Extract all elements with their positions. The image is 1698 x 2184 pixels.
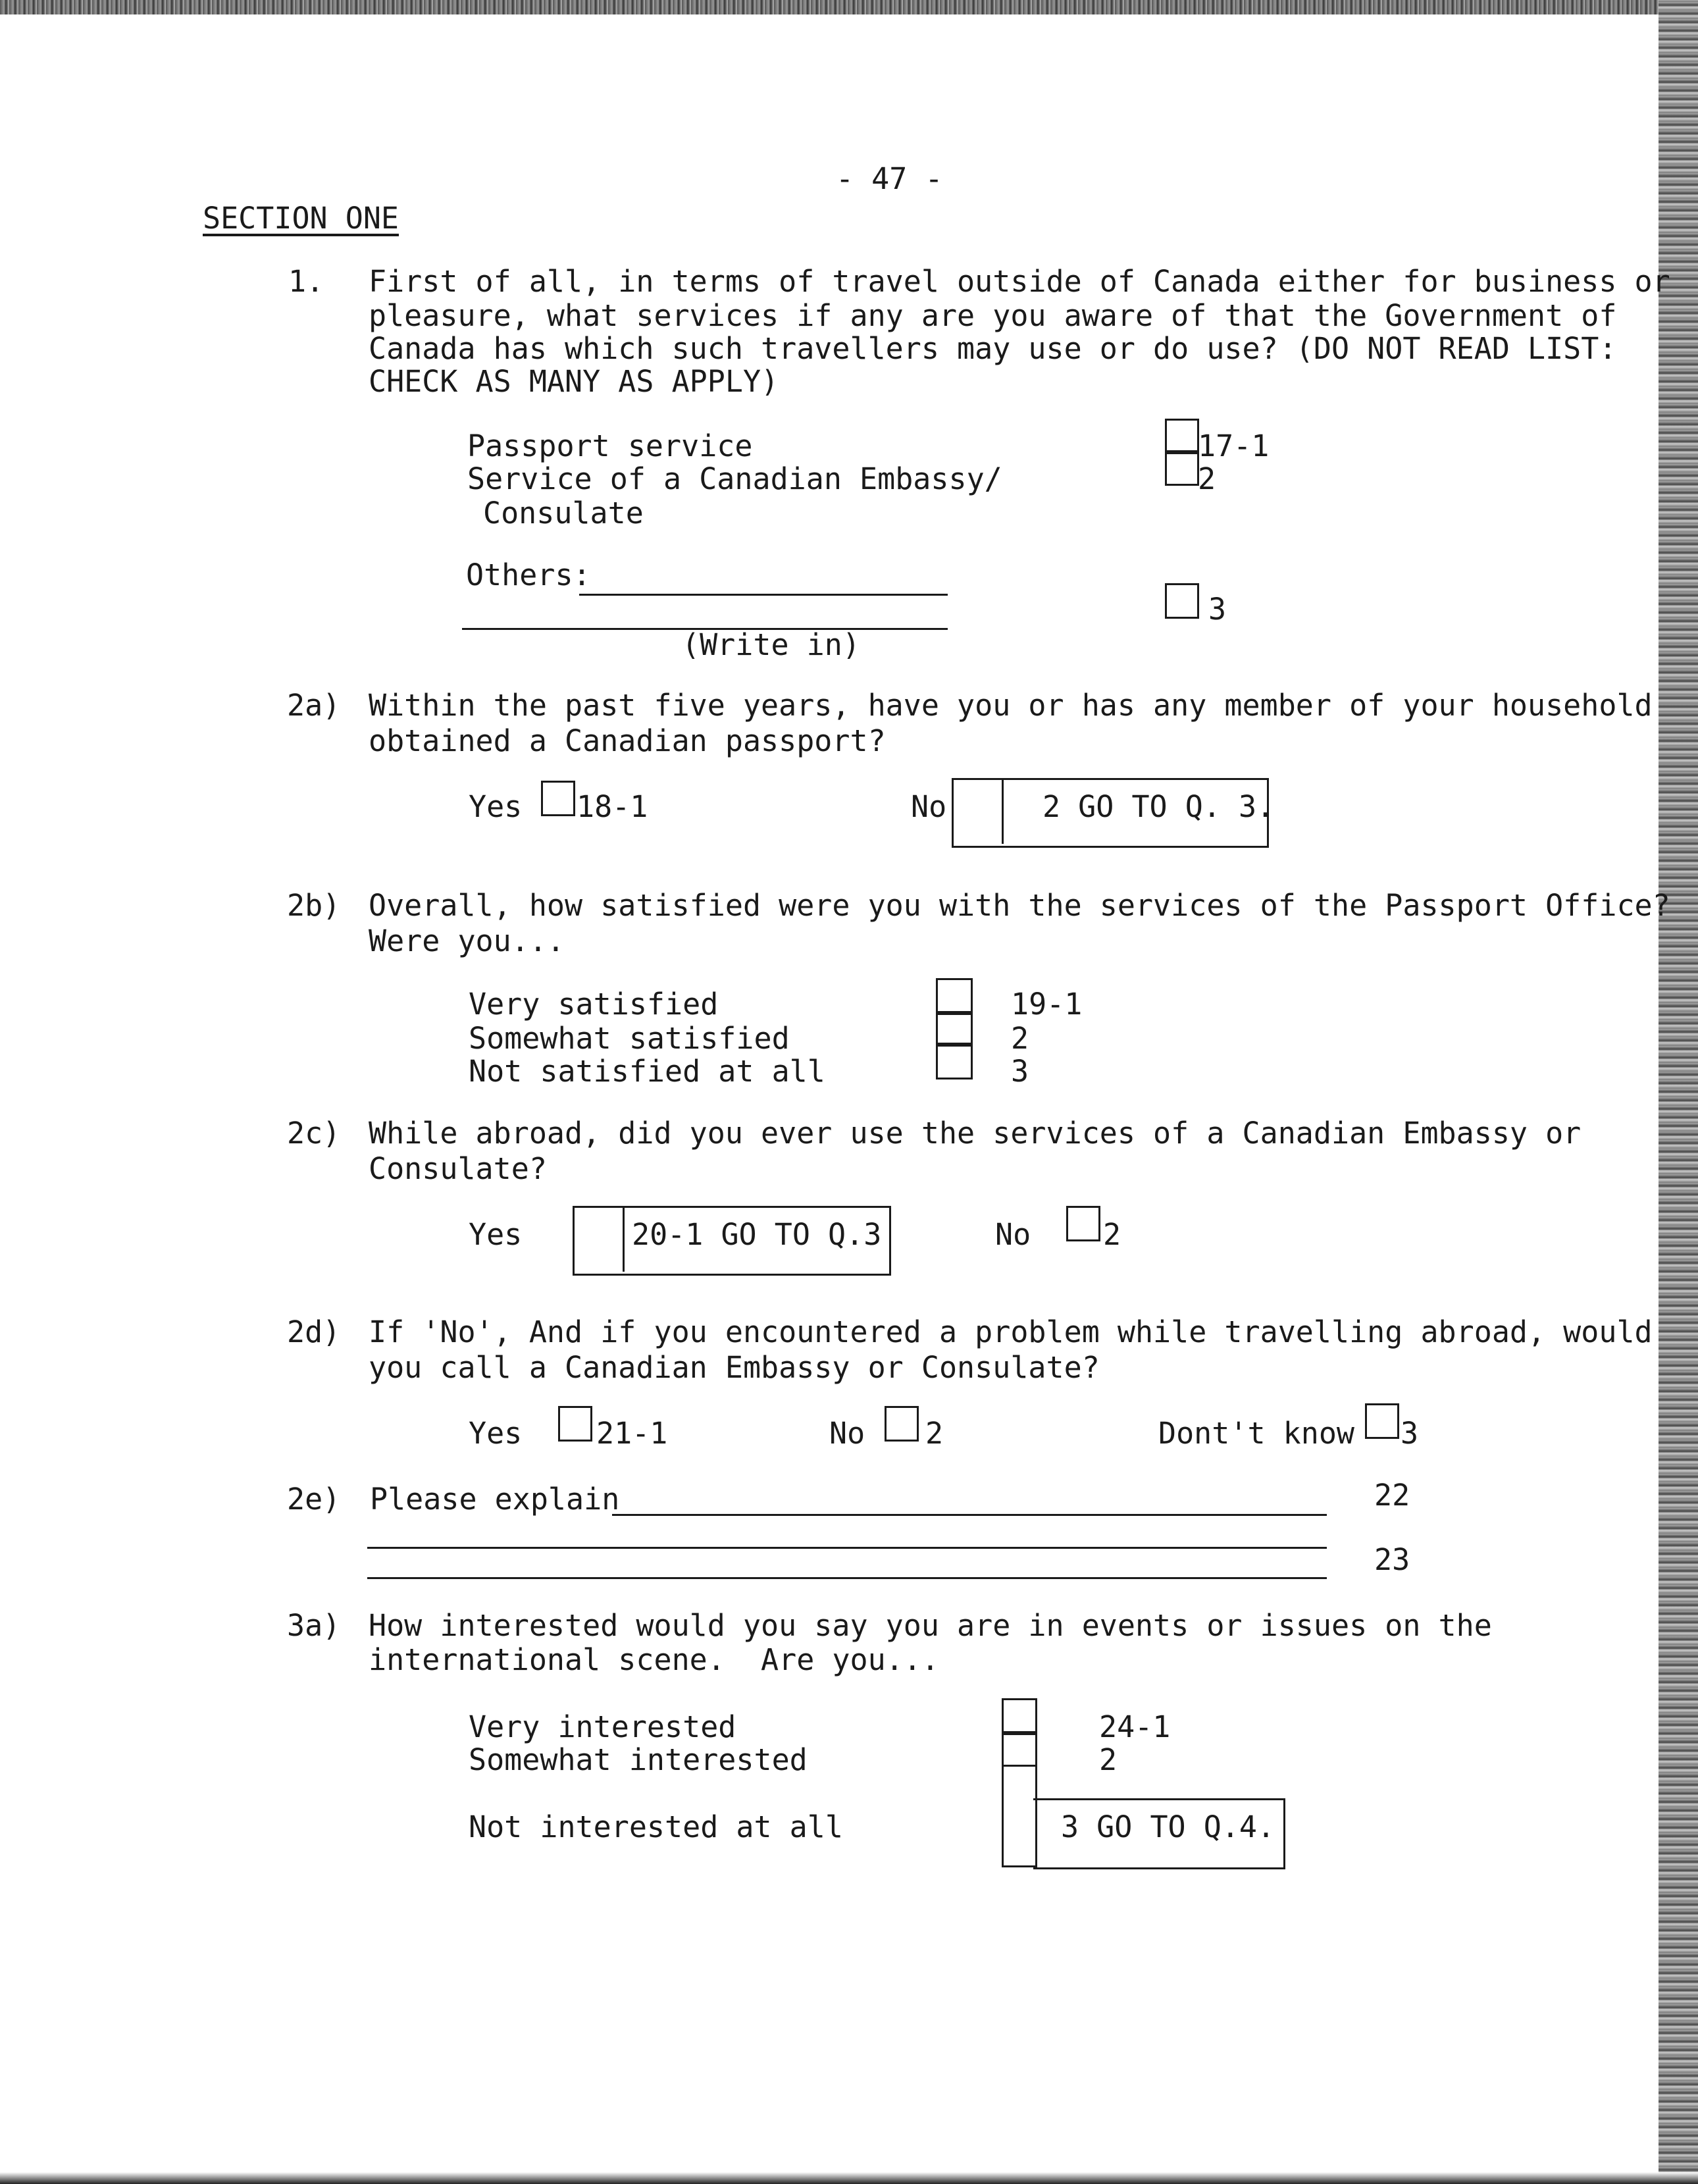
q2b-option-label: Very satisfied bbox=[469, 987, 719, 1022]
q1-option-code: 3 bbox=[1208, 592, 1227, 627]
q3a-option-code: 2 bbox=[1099, 1742, 1118, 1777]
q2d-yes-label: Yes bbox=[469, 1416, 523, 1451]
q2d-text-line: If 'No', And if you encountered a problem while travelling abroad, would bbox=[369, 1314, 1653, 1349]
q1-text-line: pleasure, what services if any are you aware of that the Government of bbox=[369, 298, 1617, 333]
q2b-not-satisfied-checkbox[interactable] bbox=[936, 1043, 973, 1079]
q2e-number: 2e) bbox=[287, 1482, 341, 1517]
q1-others-label: Others: bbox=[466, 558, 591, 592]
q2b-very-satisfied-checkbox[interactable] bbox=[936, 978, 973, 1015]
q2b-option-code: 3 bbox=[1011, 1054, 1029, 1089]
q2a-yes-code: 18-1 bbox=[577, 789, 648, 824]
page-number: - 47 - bbox=[836, 161, 943, 196]
q2c-yes-checkbox[interactable] bbox=[574, 1207, 623, 1272]
q3a-number: 3a) bbox=[287, 1608, 341, 1643]
q1-option-label: Consulate bbox=[483, 496, 644, 531]
scan-edge-right bbox=[1659, 0, 1698, 2184]
q2b-text-line: Overall, how satisfied were you with the services of the Passport Office? bbox=[369, 888, 1670, 923]
q1-others-checkbox[interactable] bbox=[1165, 583, 1199, 619]
q1-text-line: Canada has which such travellers may use or do use? (DO NOT READ LIST: bbox=[369, 331, 1617, 366]
q1-text-line: CHECK AS MANY AS APPLY) bbox=[369, 364, 779, 399]
q3a-option-label: Not interested at all bbox=[469, 1809, 843, 1844]
q2b-somewhat-satisfied-checkbox[interactable] bbox=[936, 1011, 973, 1047]
q2e-answer-line-3[interactable] bbox=[367, 1577, 1327, 1579]
q2b-option-label: Not satisfied at all bbox=[469, 1054, 825, 1089]
scan-edge-top bbox=[0, 0, 1698, 14]
q1-embassy-checkbox[interactable] bbox=[1165, 450, 1199, 486]
q1-write-in-hint: (Write in) bbox=[682, 627, 860, 662]
q2c-yes-code: 20-1 GO TO Q.3 bbox=[632, 1217, 882, 1252]
q2c-no-label: No bbox=[995, 1217, 1031, 1252]
q2e-answer-line-1[interactable] bbox=[612, 1514, 1327, 1516]
q2a-no-checkbox-divider bbox=[1002, 779, 1004, 844]
q3a-not-interested-checkbox[interactable] bbox=[1002, 1763, 1037, 1867]
q1-option-label: Passport service bbox=[467, 429, 753, 463]
q2c-no-code: 2 bbox=[1103, 1217, 1121, 1252]
q2e-answer-line-2[interactable] bbox=[367, 1547, 1327, 1549]
scan-edge-bottom bbox=[0, 2172, 1698, 2184]
q2d-dont-know-code: 3 bbox=[1401, 1416, 1419, 1451]
q2c-yes-checkbox-divider bbox=[623, 1207, 625, 1272]
q3a-option-code: 24-1 bbox=[1099, 1709, 1171, 1744]
q2b-option-code: 2 bbox=[1011, 1021, 1029, 1056]
q1-option-code: 17-1 bbox=[1198, 429, 1270, 463]
q2d-no-checkbox[interactable] bbox=[885, 1406, 919, 1442]
q3a-very-interested-checkbox[interactable] bbox=[1002, 1698, 1037, 1735]
q2d-dont-know-checkbox[interactable] bbox=[1365, 1403, 1399, 1439]
q3a-option-code: 3 GO TO Q.4. bbox=[1061, 1809, 1275, 1844]
q2d-no-label: No bbox=[829, 1416, 865, 1451]
q2c-number: 2c) bbox=[287, 1116, 341, 1151]
q3a-option-label: Somewhat interested bbox=[469, 1742, 808, 1777]
q2d-number: 2d) bbox=[287, 1314, 341, 1349]
q3a-option-label: Very interested bbox=[469, 1709, 736, 1744]
q3a-text-line: How interested would you say you are in events or issues on the bbox=[369, 1608, 1492, 1643]
q1-others-input-line[interactable] bbox=[579, 594, 948, 596]
q2a-yes-label: Yes bbox=[469, 789, 523, 824]
q2d-yes-code: 21-1 bbox=[596, 1416, 668, 1451]
q2a-yes-checkbox[interactable] bbox=[541, 781, 575, 816]
q1-text-line: First of all, in terms of travel outside of Canada either for business or bbox=[369, 264, 1670, 299]
q2c-no-checkbox[interactable] bbox=[1066, 1206, 1100, 1241]
q2e-label: Please explain bbox=[370, 1482, 620, 1517]
q1-passport-checkbox[interactable] bbox=[1165, 419, 1199, 454]
q2d-no-code: 2 bbox=[925, 1416, 944, 1451]
section-title: SECTION ONE bbox=[203, 201, 399, 236]
q2a-number: 2a) bbox=[287, 688, 341, 723]
q2d-dont-know-label: Dont't know bbox=[1158, 1416, 1355, 1451]
q1-option-label: Service of a Canadian Embassy/ bbox=[467, 461, 1002, 496]
q2a-no-code: 2 GO TO Q. 3. bbox=[1042, 789, 1275, 824]
q2a-no-label: No bbox=[911, 789, 947, 824]
q2a-text-line: Within the past five years, have you or has any member of your household bbox=[369, 688, 1653, 723]
q3a-somewhat-interested-checkbox[interactable] bbox=[1002, 1731, 1037, 1767]
q2c-yes-label: Yes bbox=[469, 1217, 523, 1252]
q2b-text-line: Were you... bbox=[369, 923, 565, 958]
q2b-option-code: 19-1 bbox=[1011, 987, 1083, 1022]
q2c-text-line: Consulate? bbox=[369, 1151, 547, 1186]
q2c-text-line: While abroad, did you ever use the services of a Canadian Embassy or bbox=[369, 1116, 1582, 1151]
q2b-option-label: Somewhat satisfied bbox=[469, 1021, 790, 1056]
q2b-number: 2b) bbox=[287, 888, 341, 923]
q1-number: 1. bbox=[288, 264, 324, 299]
q3a-text-line: international scene. Are you... bbox=[369, 1642, 939, 1677]
q1-option-code: 2 bbox=[1198, 461, 1216, 496]
q2d-text-line: you call a Canadian Embassy or Consulate? bbox=[369, 1350, 1100, 1385]
q2d-yes-checkbox[interactable] bbox=[558, 1406, 592, 1442]
q2a-no-checkbox[interactable] bbox=[953, 779, 1002, 844]
q2e-code: 22 bbox=[1374, 1478, 1410, 1513]
q2e-code: 23 bbox=[1374, 1542, 1410, 1577]
q2a-text-line: obtained a Canadian passport? bbox=[369, 723, 886, 758]
